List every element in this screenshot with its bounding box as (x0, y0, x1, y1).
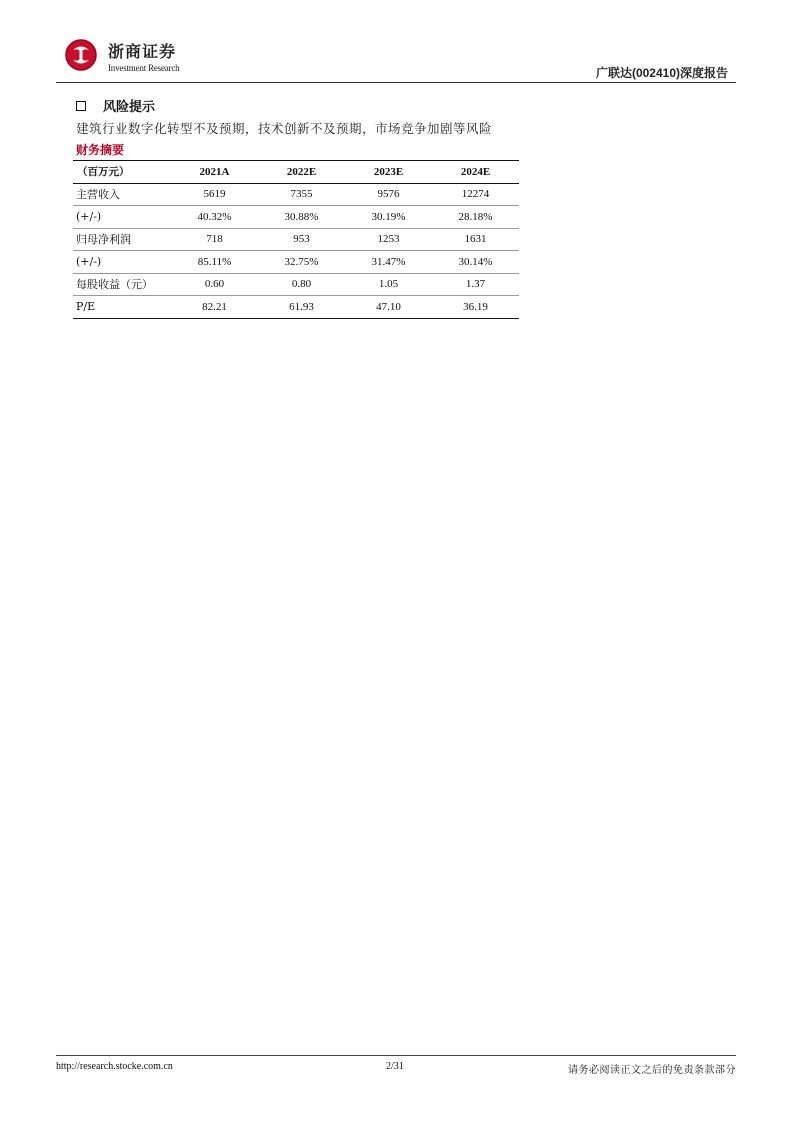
table-cell: 1.37 (432, 273, 519, 296)
row-label: 主营收入 (73, 183, 171, 206)
table-cell: 85.11% (171, 251, 258, 274)
table-row (73, 251, 519, 274)
row-label: 每股收益（元） (73, 273, 171, 296)
table-cell: 1253 (345, 228, 432, 251)
table-cell: 31.47% (345, 251, 432, 274)
table-row (73, 183, 519, 206)
table-cell: 0.60 (171, 273, 258, 296)
risk-heading-text: 风险提示 (103, 100, 156, 115)
table-header-year: 2022E (286, 165, 317, 178)
financial-summary-title: 财务摘要 (76, 143, 125, 157)
table-cell: 61.93 (258, 296, 345, 319)
table-header-unit: （百万元） (77, 166, 130, 179)
zheshang-logo-icon (64, 38, 98, 72)
table-row (73, 228, 519, 251)
brand-name-en: Investment Research (108, 63, 180, 73)
table-cell: 32.75% (258, 251, 345, 274)
financial-summary-table (73, 160, 519, 319)
table-cell: 12274 (432, 183, 519, 206)
row-label: 归母净利润 (73, 228, 171, 251)
page-header (56, 34, 736, 84)
risk-heading (76, 96, 155, 115)
table-header-year: 2024E (460, 165, 491, 178)
table-cell: 28.18% (432, 206, 519, 229)
table-cell: 9576 (345, 183, 432, 206)
page-number: 2/31 (386, 1061, 404, 1072)
table-cell: 0.80 (258, 273, 345, 296)
table-cell: 718 (171, 228, 258, 251)
table-header-row (73, 161, 519, 184)
table-cell: 30.88% (258, 206, 345, 229)
header-divider (56, 82, 736, 83)
table-row (73, 273, 519, 296)
table-cell: 36.19 (432, 296, 519, 319)
table-cell: 953 (258, 228, 345, 251)
report-title: 广联达(002410)深度报告 (595, 66, 728, 80)
brand-name-cn: 浙商证券 (108, 42, 177, 61)
row-label: P/E (73, 296, 171, 319)
table-row (73, 206, 519, 229)
table-header-year: 2021A (199, 165, 230, 178)
table-header-year: 2023E (373, 165, 404, 178)
table-cell: 40.32% (171, 206, 258, 229)
table-cell: 7355 (258, 183, 345, 206)
table-row (73, 296, 519, 319)
table-cell: 82.21 (171, 296, 258, 319)
table-cell: 30.14% (432, 251, 519, 274)
footer-url-link[interactable]: http://research.stocke.com.cn (56, 1061, 173, 1072)
table-cell: 1.05 (345, 273, 432, 296)
table-cell: 47.10 (345, 296, 432, 319)
table-cell: 30.19% (345, 206, 432, 229)
risk-text: 建筑行业数字化转型不及预期，技术创新不及预期，市场竞争加剧等风险 (76, 121, 493, 136)
footer-divider (56, 1055, 736, 1056)
footer-disclaimer: 请务必阅读正文之后的免责条款部分 (568, 1065, 736, 1076)
table-cell: 5619 (171, 183, 258, 206)
checkbox-bullet-icon (76, 101, 86, 111)
row-label: (+/-) (73, 206, 171, 229)
row-label: (+/-) (73, 251, 171, 274)
table-cell: 1631 (432, 228, 519, 251)
